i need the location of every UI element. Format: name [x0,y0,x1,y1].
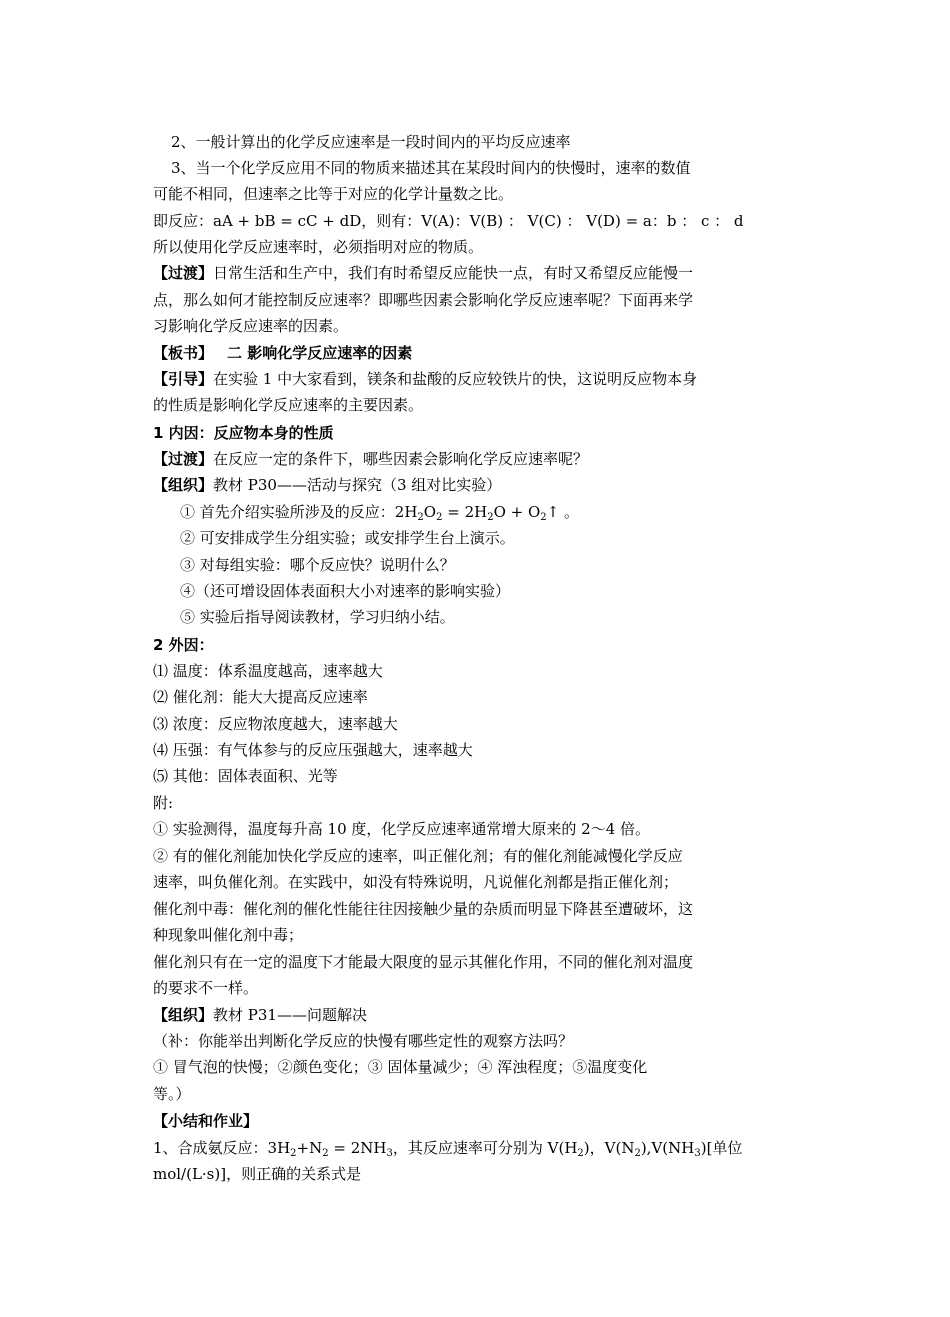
transition-paragraph [153,448,588,472]
exercise-line: 1、合成氨反应：$3H_2+N_2 = 2NH_3$，其反应速率可分别为 $V(H_2)$，$V(N_2),V(NH_3)$[单位 [153,1139,743,1159]
text-line: 速率，叫负催化剂。在实践中，如没有特殊说明，凡说催化剂都是指正催化剂； [153,873,679,891]
section-tag: 【组织】 [153,476,214,494]
list-item: ⑴ 温度：体系温度越高，速率越大 [153,662,383,680]
text-run: 教材 P30——活动与探究（3 组对比实验） [213,476,502,494]
section-tag: 【过渡】 [153,264,214,282]
list-item: ② 可安排成学生分组实验；或安排学生台上演示。 [180,529,515,547]
organize-paragraph [153,1004,367,1028]
text-line: 催化剂中毒：催化剂的催化性能往往因接触少量的杂质而明显下降甚至遭破坏，这 [153,900,694,918]
text-line: 的要求不一样。 [153,979,259,997]
section-tag: 【过渡】 [153,450,214,468]
text-line: ① 实验测得，温度每升高 10 度，化学反应速率通常增大原来的 2～4 倍。 [153,820,651,838]
transition-paragraph [153,262,693,286]
text-line: 点，那么如何才能控制反应速率？即哪些因素会影响化学反应速率呢？下面再来学 [153,291,694,309]
section-tag: 【引导】 [153,370,214,388]
text-line: 所以使用化学反应速率时，必须指明对应的物质。 [153,238,484,256]
summary-heading: 【小结和作业】 [153,1112,259,1130]
text-run: 日常生活和生产中，我们有时希望反应能快一点，有时又希望反应能慢一 [213,264,694,282]
text-line: 即反应：aA + bB = cC + dD，则有：V(A)：V(B) ： V(C) ： V(D) = a：b ： c ： d [153,212,744,230]
text-line: ② 有的催化剂能加快化学反应的速率，叫正催化剂；有的催化剂能减慢化学反应 [153,847,683,865]
section-heading: 二 影响化学反应速率的因素 [227,344,413,362]
text-line: 可能不相同，但速率之比等于对应的化学计量数之比。 [153,185,514,203]
text-line: 习影响化学反应速率的因素。 [153,317,349,335]
text-line: 3、当一个化学反应用不同的物质来描述其在某段时间内的快慢时，速率的数值 [171,159,691,177]
list-item: ③ 对每组实验：哪个反应快？说明什么？ [180,556,455,574]
list-item: ⑤ 实验后指导阅读教材，学习归纳小结。 [180,608,455,626]
text-run: 在实验 1 中大家看到，镁条和盐酸的反应较铁片的快，这说明反应物本身 [213,370,698,388]
text-line: 等。） [153,1085,191,1103]
section-tag: 【板书】 [153,344,214,362]
section-tag: 【组织】 [153,1006,214,1024]
text-line: 的性质是影响化学反应速率的主要因素。 [153,396,424,414]
text-line: 催化剂只有在一定的温度下才能最大限度的显示其催化作用，不同的催化剂对温度 [153,953,694,971]
list-item: ⑷ 压强：有气体参与的反应压强越大，速率越大 [153,741,473,759]
guide-paragraph [153,368,697,392]
subheading-external: 2 外因： [153,636,214,654]
list-item: ⑶ 浓度：反应物浓度越大，速率越大 [153,715,398,733]
text-line: ① 冒气泡的快慢；②颜色变化；③ 固体量减少；④ 浑浊程度；⑤温度变化 [153,1058,648,1076]
list-item: ⑸ 其他：固体表面积、光等 [153,767,338,785]
text-line: 种现象叫催化剂中毒； [153,926,304,944]
text-line: 附: [153,794,174,812]
organize-paragraph [153,474,501,498]
text-line: 2、一般计算出的化学反应速率是一段时间内的平均反应速率 [171,133,571,151]
reaction-equation-line: ① 首先介绍实验所涉及的反应：$2H_2O_2 = 2H_2O$ + $O_2↑$ 。 [180,503,579,523]
list-item: ④（还可增设固体表面积大小对速率的影响实验） [180,582,511,600]
board-heading [153,342,412,366]
text-line: （补：你能举出判断化学反应的快慢有哪些定性的观察方法吗？ [153,1032,574,1050]
text-run: 在反应一定的条件下，哪些因素会影响化学反应速率呢？ [213,450,589,468]
text-run: 教材 P31——问题解决 [213,1006,367,1024]
list-item: ⑵ 催化剂：能大大提高反应速率 [153,688,368,706]
subheading-internal: 1 内因：反应物本身的性质 [153,424,334,442]
text-line: mol/(L·s)]，则正确的关系式是 [153,1165,362,1183]
